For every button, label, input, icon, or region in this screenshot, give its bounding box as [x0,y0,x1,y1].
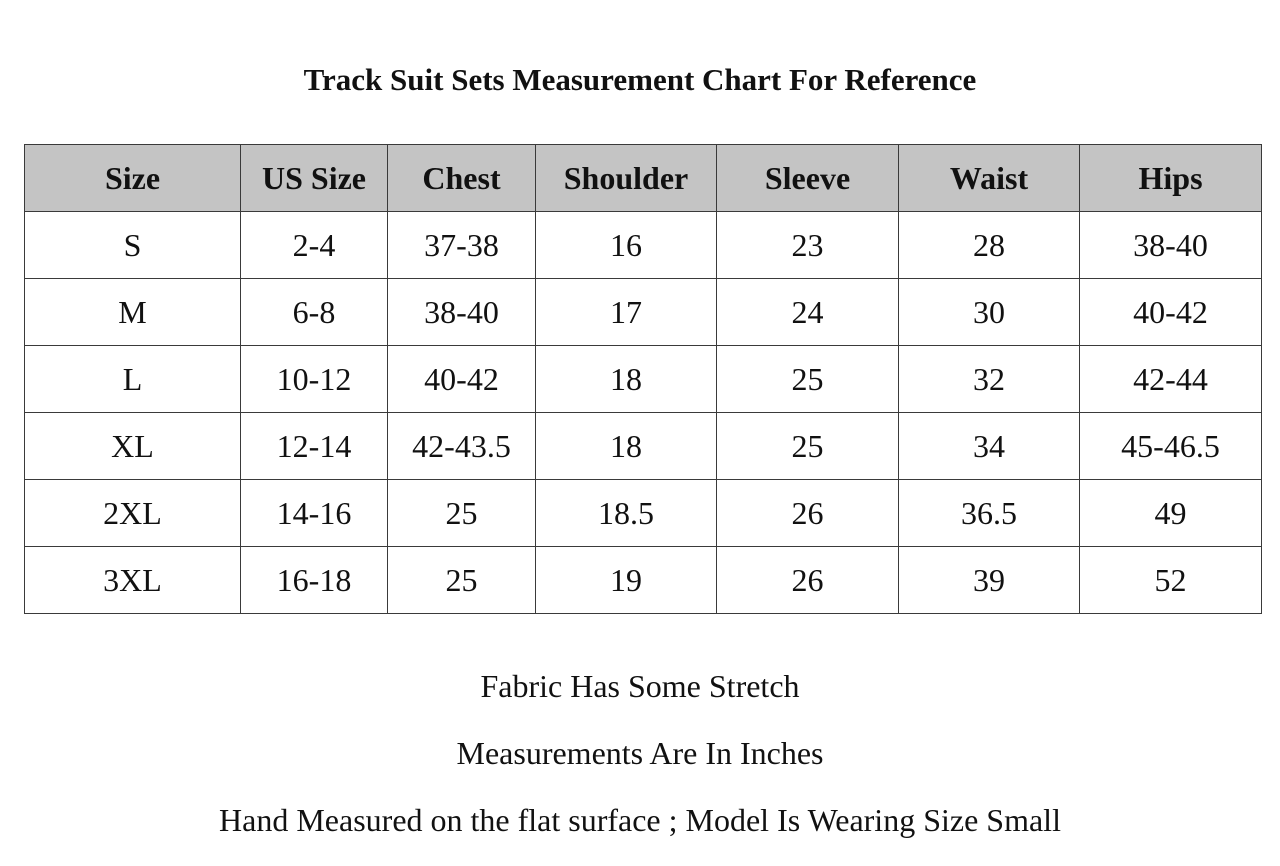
table-cell: 34 [899,413,1080,480]
table-cell: 25 [388,480,536,547]
measurement-table [24,144,1262,614]
table-cell: 25 [717,346,899,413]
notes-section [0,664,1280,865]
table-cell: XL [25,413,241,480]
table-cell: 18 [536,413,717,480]
table-cell: 36.5 [899,480,1080,547]
header-waist: Waist [899,145,1080,212]
table-cell: 2XL [25,480,241,547]
table-cell: 25 [717,413,899,480]
table-cell: 16 [536,212,717,279]
table-cell: 40-42 [1080,279,1262,346]
chart-title: Track Suit Sets Measurement Chart For Reference [303,62,977,97]
table-row [25,279,1262,346]
table-cell: 17 [536,279,717,346]
header-chest: Chest [388,145,536,212]
table-cell: 49 [1080,480,1262,547]
table-cell: 3XL [25,547,241,614]
table-cell: 23 [717,212,899,279]
table-row [25,547,1262,614]
note-units: Measurements Are In Inches [456,735,824,771]
table-cell: 6-8 [241,279,388,346]
table-row [25,413,1262,480]
header-hips: Hips [1080,145,1262,212]
table-cell: 19 [536,547,717,614]
table-cell: 25 [388,547,536,614]
table-cell: 42-43.5 [388,413,536,480]
table-cell: 28 [899,212,1080,279]
table-cell: 18.5 [536,480,717,547]
table-row [25,480,1262,547]
table-cell: 32 [899,346,1080,413]
header-size: Size [25,145,241,212]
header-sleeve: Sleeve [717,145,899,212]
table-cell: 39 [899,547,1080,614]
table-cell: 16-18 [241,547,388,614]
table-cell: 26 [717,547,899,614]
table-cell: 52 [1080,547,1262,614]
table-cell: 38-40 [388,279,536,346]
table-cell: 24 [717,279,899,346]
table-cell: 18 [536,346,717,413]
header-shoulder: Shoulder [536,145,717,212]
table-cell: M [25,279,241,346]
table-cell: L [25,346,241,413]
table-cell: S [25,212,241,279]
table-cell: 14-16 [241,480,388,547]
table-row [25,212,1262,279]
note-measurement-method: Hand Measured on the flat surface ; Model Is Wearing Size Small [219,802,1061,838]
table-cell: 26 [717,480,899,547]
table-row [25,346,1262,413]
table-cell: 37-38 [388,212,536,279]
table-cell: 2-4 [241,212,388,279]
note-fabric-stretch: Fabric Has Some Stretch [480,668,800,704]
header-us-size: US Size [241,145,388,212]
table-cell: 12-14 [241,413,388,480]
table-cell: 45-46.5 [1080,413,1262,480]
table-cell: 10-12 [241,346,388,413]
table-cell: 38-40 [1080,212,1262,279]
table-cell: 42-44 [1080,346,1262,413]
table-cell: 40-42 [388,346,536,413]
table-header-row [25,145,1262,212]
table-cell: 30 [899,279,1080,346]
